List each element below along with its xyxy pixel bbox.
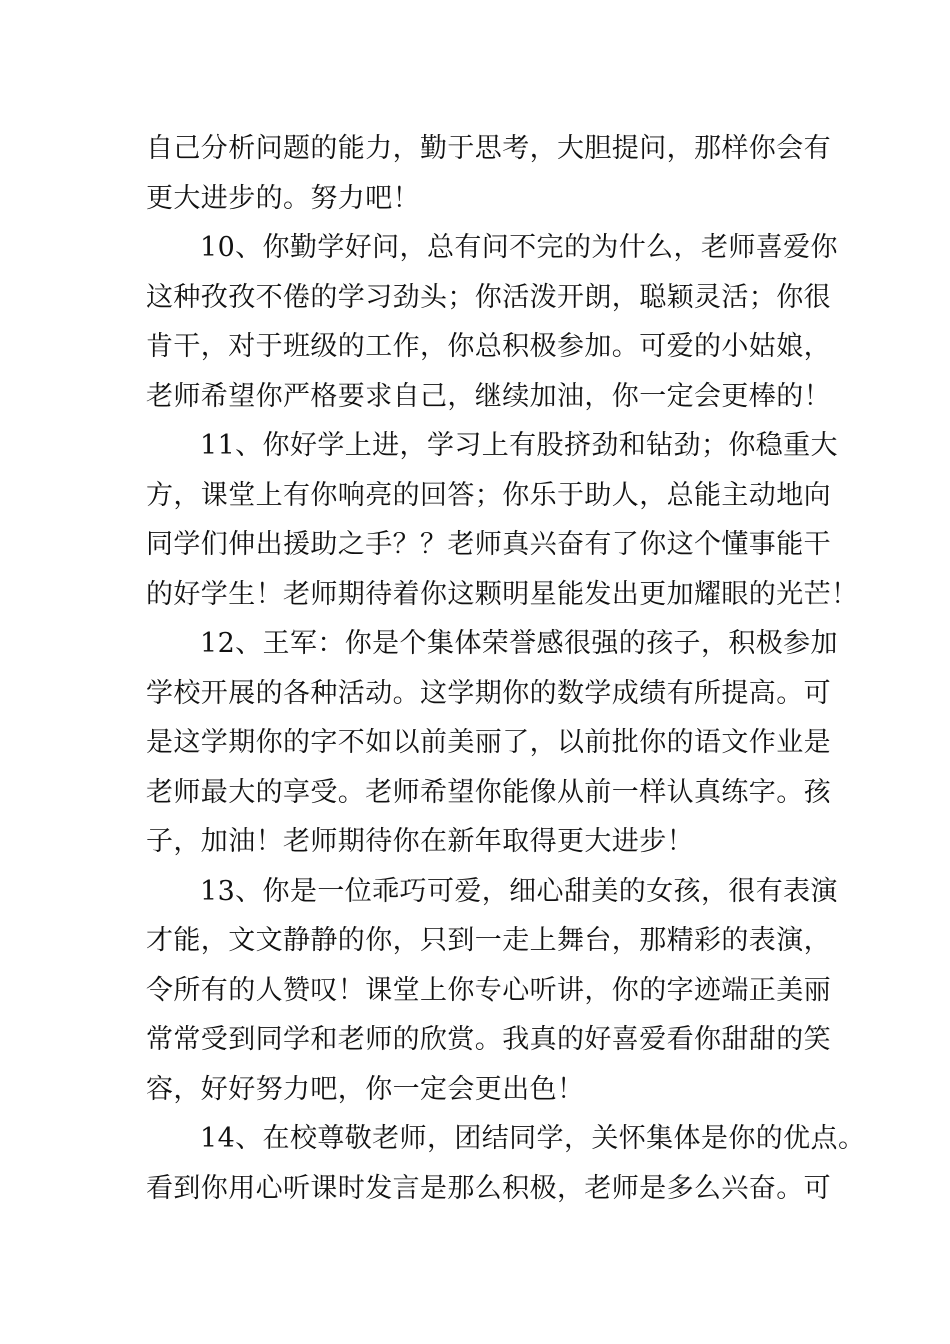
text-line: 是这学期你的字不如以前美丽了，以前批你的语文作业是 <box>146 727 831 758</box>
paragraph-12-start: 12、王军：你是个集体荣誉感很强的孩子，积极参加 <box>200 628 838 659</box>
text-line: 的好学生！老师期待着你这颗明星能发出更加耀眼的光芒！ <box>146 578 859 610</box>
paragraph-11-start: 11、你好学上进，学习上有股挤劲和钻劲；你稳重大 <box>200 430 838 461</box>
paragraph-13-start: 13、你是一位乖巧可爱，细心甜美的女孩，很有表演 <box>200 875 838 907</box>
text-line: 学校开展的各种活动。这学期你的数学成绩有所提高。可 <box>146 677 831 709</box>
text-line: 更大进步的。努力吧！ <box>146 182 420 214</box>
paragraph-14-start: 14、在校尊敬老师，团结同学，关怀集体是你的优点。 <box>200 1123 866 1154</box>
text-line: 子，加油！老师期待你在新年取得更大进步！ <box>146 826 694 857</box>
text-line: 容，好好努力吧，你一定会更出色！ <box>146 1073 585 1105</box>
text-line: 才能，文文静静的你，只到一走上舞台，那精彩的表演， <box>146 925 831 956</box>
text-line: 令所有的人赞叹！课堂上你专心听讲，你的字迹端正美丽 <box>146 974 831 1006</box>
paragraph-10-start: 10、你勤学好问，总有问不完的为什么，老师喜爱你 <box>200 232 838 263</box>
text-line: 老师最大的享受。老师希望你能像从前一样认真练字。孩 <box>146 776 831 808</box>
text-line: 老师希望你严格要求自己，继续加油，你一定会更棒的！ <box>146 380 831 412</box>
text-line: 同学们伸出援助之手？？老师真兴奋有了你这个懂事能干 <box>146 529 831 560</box>
text-line: 肯干，对于班级的工作，你总积极参加。可爱的小姑娘， <box>146 331 831 362</box>
text-line: 常常受到同学和老师的欣赏。我真的好喜爱看你甜甜的笑 <box>146 1024 831 1055</box>
text-line: 这种孜孜不倦的学习劲头；你活泼开朗，聪颖灵活；你很 <box>146 281 831 313</box>
body-text <box>146 124 866 1213</box>
text-line: 自己分析问题的能力，勤于思考，大胆提问，那样你会有 <box>146 133 831 164</box>
text-line: 看到你用心听课时发言是那么积极，老师是多么兴奋。可 <box>146 1172 831 1204</box>
text-line: 方，课堂上有你响亮的回答；你乐于助人，总能主动地向 <box>146 479 831 511</box>
